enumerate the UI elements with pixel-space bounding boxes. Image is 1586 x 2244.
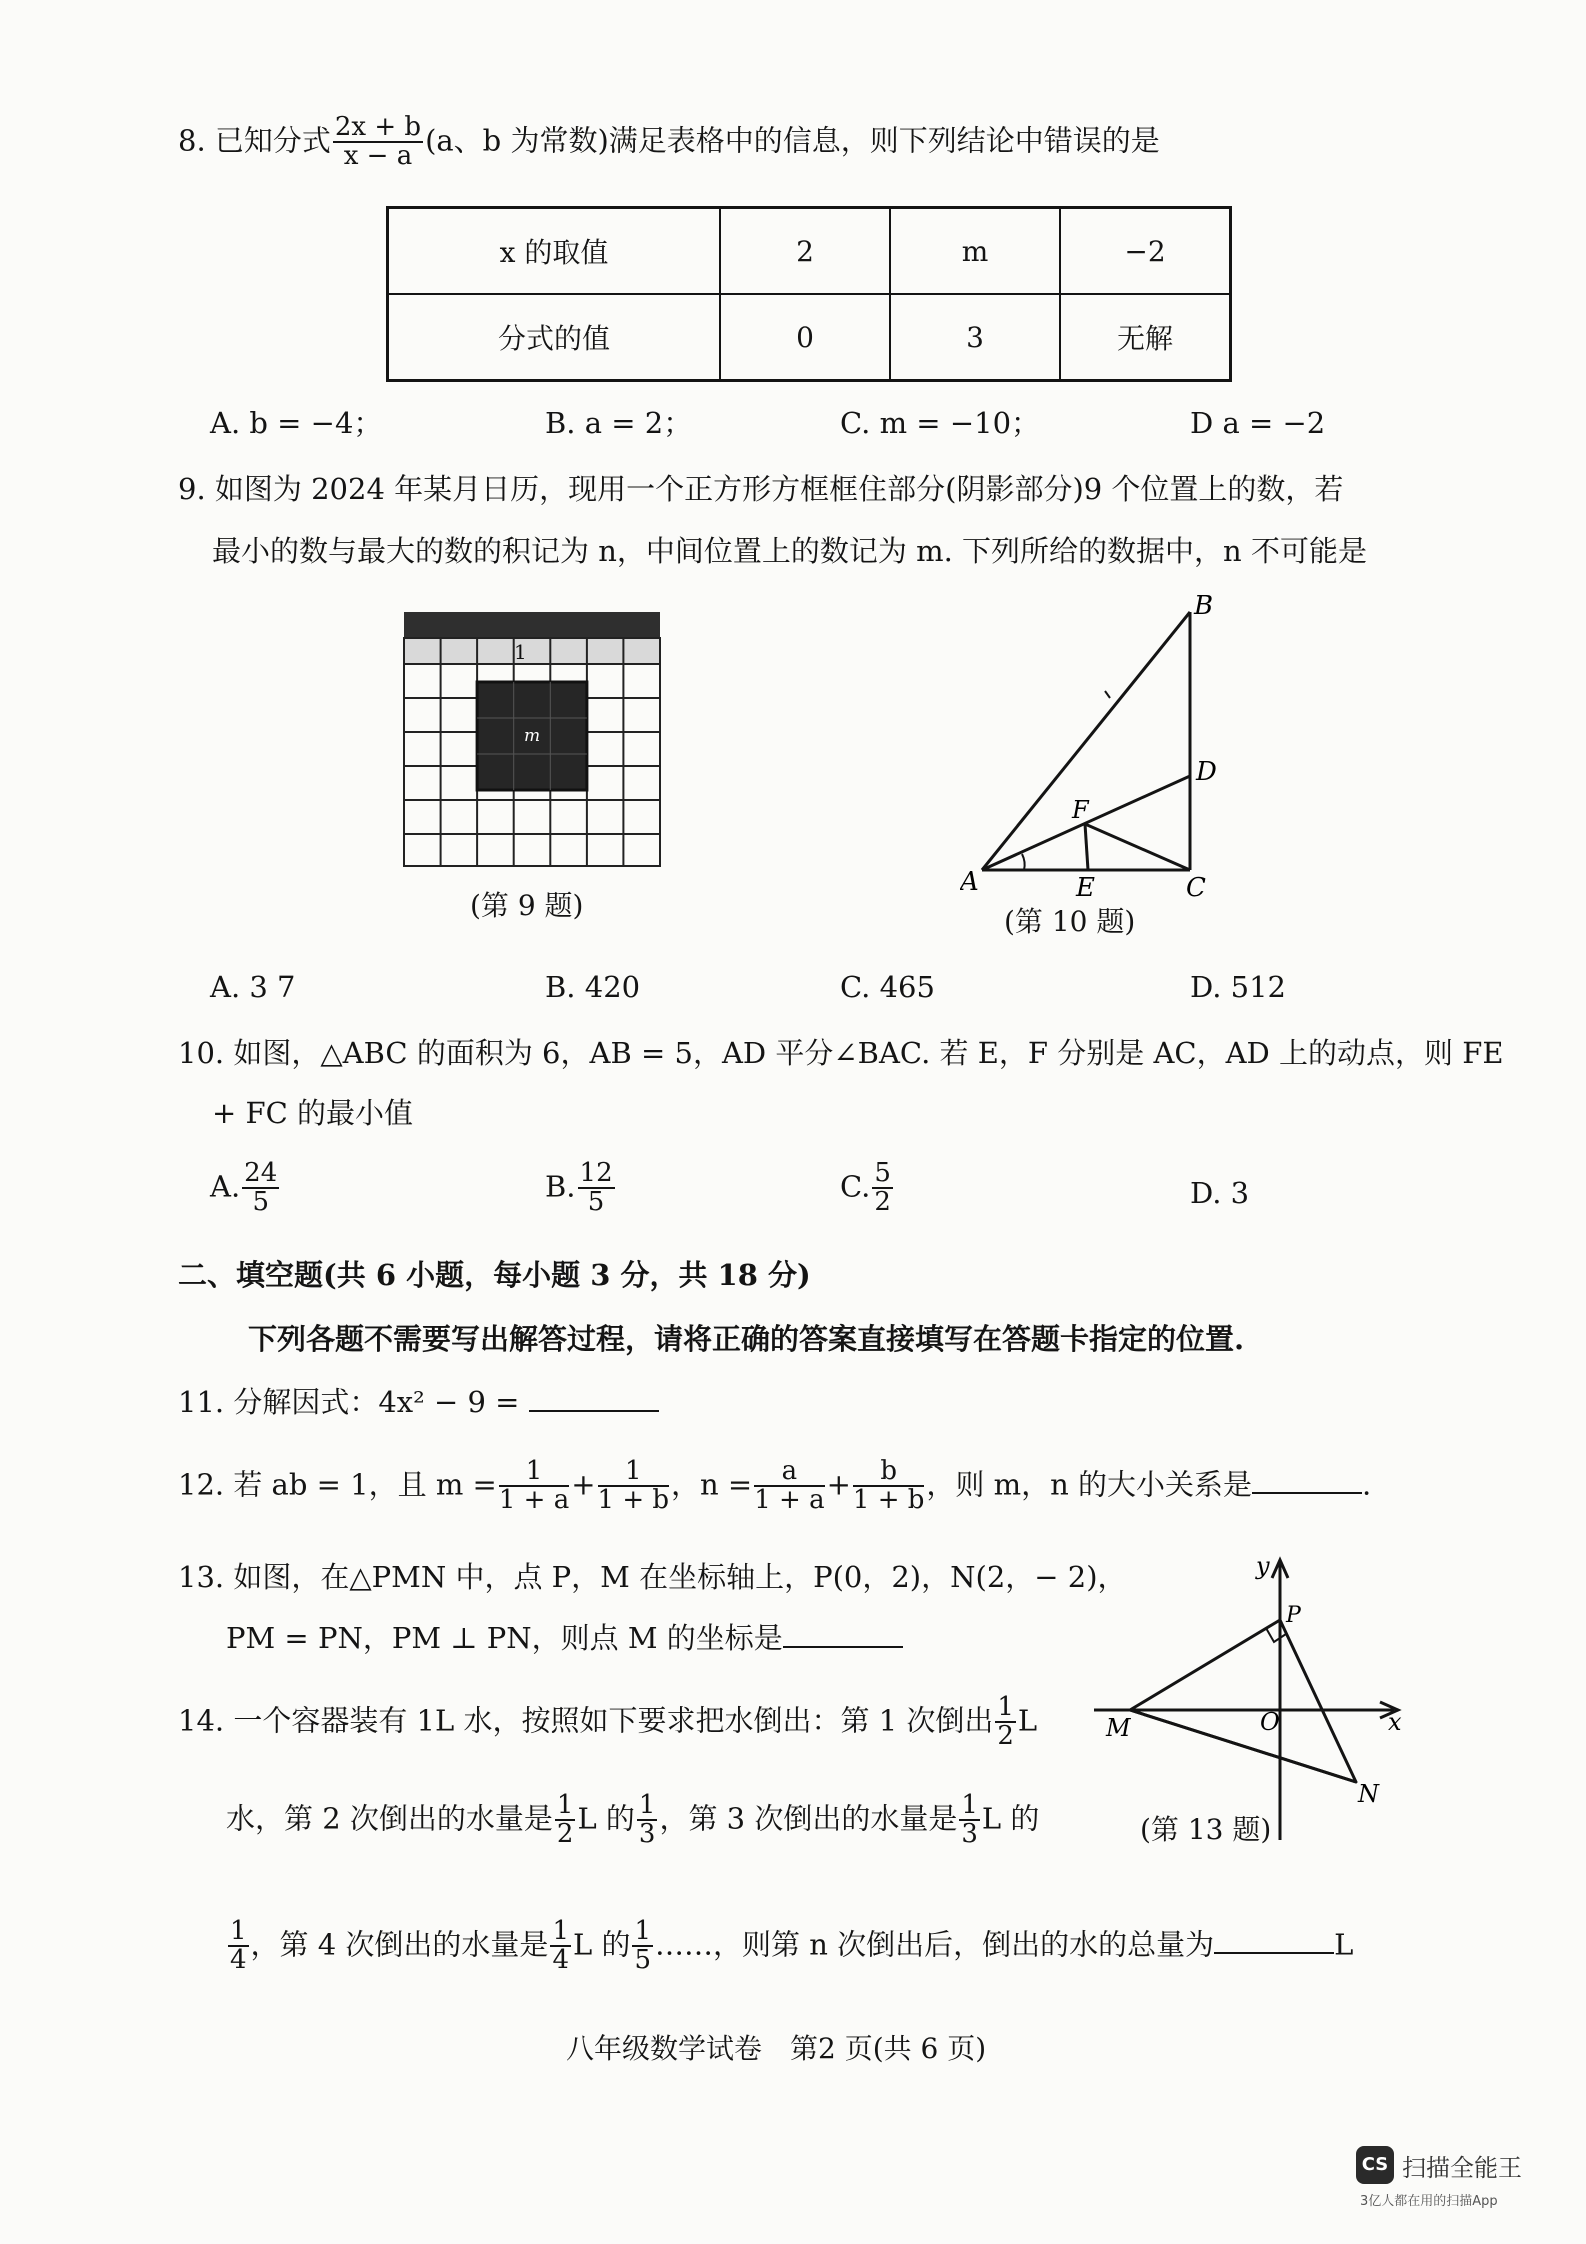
watermark-name: 扫描全能王 [1402, 2154, 1522, 2182]
label-E: E [1076, 873, 1095, 900]
section2-title: 二、填空题(共 6 小题，每小题 3 分，共 18 分) [178, 1258, 811, 1292]
q13-line2 [226, 1620, 903, 1656]
q12-m-frac2 [598, 1458, 670, 1515]
q12-answer-blank [1252, 1466, 1362, 1494]
q14-frac-half-2 [555, 1792, 576, 1849]
frac-num: 1 [230, 1916, 247, 1946]
q8-suffix: (a、b 为常数)满足表格中的信息，则下列结论中错误的是 [425, 123, 1160, 158]
q14-l2-c: ，第 3 次倒出的水量是 [659, 1801, 958, 1836]
q14-line2 [226, 1792, 1039, 1849]
q10-triangle-figure [960, 590, 1220, 900]
frac-den: 1 + a [754, 1485, 825, 1516]
q14-line3 [226, 1918, 1353, 1975]
table-cell: x 的取值 [388, 208, 721, 295]
q14-l3-a: ，第 4 次倒出的水量是 [250, 1927, 549, 1962]
q8-option-b: B. a = 2； [545, 406, 693, 440]
label-A: A [960, 867, 979, 897]
q13-caption: (第 13 题) [1140, 1813, 1272, 1846]
q13-answer-blank [783, 1620, 903, 1648]
q9-line2: 最小的数与最大的数的积记为 n，中间位置上的数记为 m. 下列所给的数据中，n 不可能是 [212, 534, 1367, 568]
plus-sign: + [826, 1467, 851, 1502]
q14-l2-b: L 的 [577, 1801, 635, 1836]
frac-num: 5 [874, 1158, 891, 1188]
q14-l2-a: 水，第 2 次倒出的水量是 [226, 1801, 553, 1836]
q10-option-b [545, 1160, 617, 1217]
frac-num: 1 [961, 1790, 978, 1820]
frac-num: 1 [499, 1458, 569, 1487]
axis-label-y: y [1256, 1552, 1270, 1580]
q8-frac-num: 2x + b [334, 112, 422, 142]
q8-frac-den: x − a [343, 141, 413, 172]
table-cell: m [890, 208, 1060, 295]
q9-option-d: D. 512 [1190, 970, 1287, 1004]
q14-frac-third-2 [959, 1792, 980, 1849]
frac-num: a [754, 1458, 824, 1487]
label-D: D [1196, 757, 1217, 787]
q9-caption: (第 9 题) [470, 889, 584, 922]
q12-prefix: 12. 若 ab = 1，且 m = [178, 1467, 497, 1502]
frac-den: 4 [230, 1945, 247, 1976]
q14-frac-quarter-2 [550, 1918, 571, 1975]
q8-option-a: A. b = −4； [210, 406, 383, 440]
frac-den: 5 [587, 1187, 605, 1218]
scanner-watermark [1356, 2140, 1566, 2212]
label-O: O [1260, 1708, 1280, 1736]
frac-num: 1 [634, 1916, 652, 1946]
q10-line2: + FC 的最小值 [212, 1096, 414, 1130]
frac-num: 1 [997, 1692, 1014, 1722]
q10-option-c-label: C. [840, 1169, 871, 1204]
frac-num: 1 [598, 1458, 670, 1487]
q14-frac-quarter [228, 1918, 249, 1975]
q14-frac-fifth [632, 1918, 653, 1975]
q12-end: . [1362, 1467, 1372, 1502]
q9-option-a: A. 3 7 [210, 970, 296, 1004]
q11 [178, 1384, 659, 1420]
q10-option-a-fraction [242, 1160, 279, 1217]
frac-den: 2 [556, 1819, 574, 1850]
plus-sign: + [571, 1467, 596, 1502]
q10-option-c [840, 1160, 895, 1217]
q14-l3-end: L [1334, 1927, 1354, 1962]
q10-option-b-label: B. [545, 1169, 576, 1204]
frac-num: 1 [638, 1790, 656, 1820]
q13-line2-text: PM = PN，PM ⊥ PN，则点 M 的坐标是 [226, 1621, 783, 1655]
q10-option-d: D. 3 [1190, 1176, 1250, 1210]
q13-line1: 13. 如图，在△PMN 中，点 P，M 在坐标轴上，P(0，2)，N(2，− 2)， [178, 1560, 1127, 1594]
table-cell: 3 [890, 294, 1060, 381]
frac-num: 1 [552, 1916, 569, 1946]
frac-den: 1 + b [852, 1485, 925, 1516]
q12-n-frac2 [853, 1458, 925, 1515]
q8-prefix: 8. 已知分式 [178, 123, 331, 158]
q14-frac-third [637, 1792, 658, 1849]
calendar-day-1: 1 [514, 640, 527, 664]
q10-line1: 10. 如图，△ABC 的面积为 6，AB = 5，AD 平分∠BAC. 若 E，F 分别是 AC，AD 上的动点，则 FE [178, 1036, 1504, 1070]
frac-den: 5 [252, 1187, 269, 1218]
frac-num: 1 [556, 1790, 574, 1820]
page-footer: 八年级数学试卷 第2 页(共 6 页) [566, 2032, 987, 2065]
frac-den: 4 [552, 1945, 569, 1976]
calendar-center-m: m [524, 726, 541, 746]
q11-text: 11. 分解因式：4x² − 9 = [178, 1385, 520, 1419]
q10-option-a [210, 1160, 281, 1217]
table-row [388, 294, 1231, 381]
frac-den: 5 [634, 1945, 652, 1976]
q8-option-c: C. m = −10； [840, 406, 1041, 440]
q12 [178, 1458, 1371, 1515]
q12-suffix: ，则 m，n 的大小关系是 [926, 1467, 1253, 1502]
label-B: B [1194, 591, 1214, 621]
q14-l1-prefix: 14. 一个容器装有 1L 水，按照如下要求把水倒出：第 1 次倒出 [178, 1703, 994, 1738]
q13-coordinate-figure [1094, 1550, 1414, 1850]
q10-caption: (第 10 题) [1004, 905, 1136, 938]
cs-logo-icon: CS [1356, 2146, 1394, 2184]
q8-stem [178, 114, 1160, 171]
q8-value-table [386, 206, 1232, 382]
label-F: F [1072, 796, 1089, 824]
frac-den: 2 [874, 1187, 891, 1218]
label-C: C [1186, 873, 1206, 900]
q10-option-c-fraction [872, 1160, 893, 1217]
q10-option-a-label: A. [210, 1169, 241, 1204]
q12-n-frac1 [754, 1458, 824, 1515]
label-M: M [1106, 1714, 1131, 1742]
q14-answer-blank [1214, 1926, 1334, 1954]
frac-num: 12 [579, 1158, 613, 1188]
table-cell: 0 [720, 294, 890, 381]
q8-fraction [333, 114, 423, 171]
watermark-subtitle: 3亿人都在用的扫描App [1360, 2194, 1498, 2209]
label-N: N [1358, 1780, 1379, 1808]
q12-m-frac1 [499, 1458, 569, 1515]
table-cell: 分式的值 [388, 294, 721, 381]
q9-line1: 9. 如图为 2024 年某月日历，现用一个正方形方框框住部分(阴影部分)9 个位置上的数，若 [178, 472, 1344, 506]
axis-label-x: x [1388, 1708, 1402, 1736]
section2-instruction: 下列各题不需要写出解答过程，请将正确的答案直接填写在答题卡指定的位置. [248, 1322, 1245, 1356]
q14-l3-b: L 的 [572, 1927, 631, 1962]
q14-l3-c: ……，则第 n 次倒出后，倒出的水的总量为 [655, 1927, 1215, 1962]
frac-den: 2 [997, 1721, 1014, 1752]
label-P: P [1286, 1603, 1301, 1628]
q9-option-b: B. 420 [545, 970, 641, 1004]
q9-option-c: C. 465 [840, 970, 935, 1004]
q9-calendar-figure [402, 610, 664, 870]
frac-den: 1 + a [498, 1485, 570, 1516]
table-cell: 无解 [1060, 294, 1231, 381]
q14-l2-d: L 的 [981, 1801, 1040, 1836]
q8-option-d: D a = −2 [1190, 406, 1326, 440]
frac-den: 3 [638, 1819, 656, 1850]
table-row [388, 208, 1231, 295]
q11-answer-blank [529, 1384, 659, 1412]
q10-option-b-fraction [578, 1160, 615, 1217]
table-cell: 2 [720, 208, 890, 295]
frac-num: 24 [244, 1158, 278, 1188]
frac-den: 3 [961, 1819, 978, 1850]
frac-den: 1 + b [597, 1485, 670, 1516]
q14-l1-suffix: L [1017, 1703, 1038, 1738]
q14-line1 [178, 1694, 1037, 1751]
q12-n-eq: ，n = [671, 1467, 753, 1502]
table-cell: −2 [1060, 208, 1231, 295]
frac-num: b [853, 1458, 925, 1487]
q14-frac-half [995, 1694, 1016, 1751]
